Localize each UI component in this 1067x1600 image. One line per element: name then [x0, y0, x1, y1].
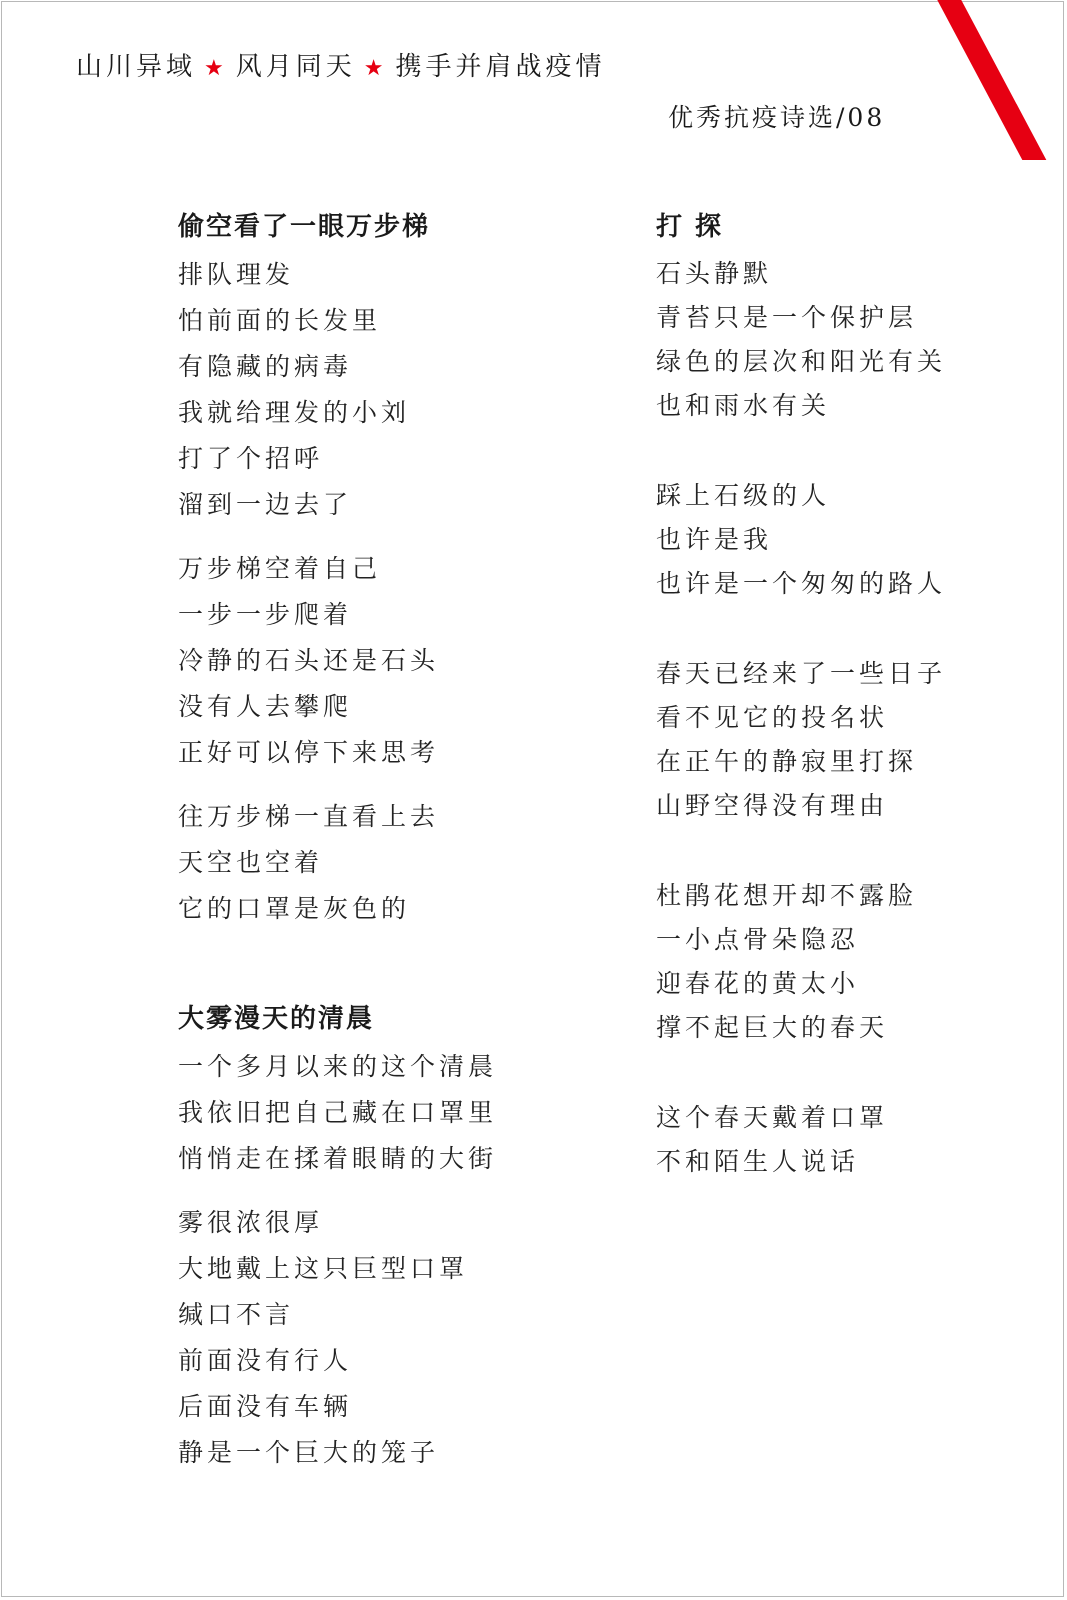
poem-line: 一小点骨朵隐忍 — [656, 925, 860, 954]
poem-line: 溜到一边去了 — [178, 490, 353, 519]
poem — [178, 998, 497, 1476]
poem-line: 悄悄走在揉着眼睛的大街 — [178, 1144, 498, 1173]
poem-line: 我就给理发的小刘 — [178, 398, 411, 427]
header-segment-2: 风月同天 — [235, 52, 356, 82]
poem — [656, 206, 946, 1184]
stanza — [656, 474, 946, 606]
poem-line: 也许是一个匆匆的路人 — [656, 569, 947, 598]
stanza — [178, 794, 497, 932]
right-column — [656, 206, 946, 1184]
star-icon: ★ — [363, 56, 388, 81]
poem — [178, 206, 497, 932]
poem-line: 打了个招呼 — [178, 444, 324, 473]
header-segment-1: 山川异域 — [76, 52, 197, 82]
poem-line: 前面没有行人 — [178, 1346, 353, 1375]
poem-line: 看不见它的投名状 — [656, 703, 889, 732]
left-column — [178, 206, 497, 1476]
stanza — [656, 252, 946, 428]
stanza — [178, 1200, 497, 1476]
stanza — [656, 1096, 946, 1184]
poem-line: 不和陌生人说话 — [656, 1147, 860, 1176]
poem-line: 雾很浓很厚 — [178, 1208, 324, 1237]
poem-line: 石头静默 — [656, 259, 773, 288]
poem-line: 也许是我 — [656, 525, 773, 554]
page-header — [76, 46, 606, 83]
stanza — [178, 252, 497, 528]
poem-line: 春天已经来了一些日子 — [656, 659, 947, 688]
stanza — [178, 1044, 497, 1182]
poem-line: 天空也空着 — [178, 848, 324, 877]
poem-line: 大地戴上这只巨型口罩 — [178, 1254, 469, 1283]
poem-line: 它的口罩是灰色的 — [178, 894, 411, 923]
poem-line: 绿色的层次和阳光有关 — [656, 347, 947, 376]
poem-title: 打 探 — [656, 212, 724, 242]
poem-line: 杜鹃花想开却不露脸 — [656, 881, 918, 910]
poem-line: 在正午的静寂里打探 — [656, 747, 918, 776]
stanza — [178, 546, 497, 776]
poem-title: 偷空看了一眼万步梯 — [178, 212, 431, 242]
poem-line: 怕前面的长发里 — [178, 306, 382, 335]
poem-line: 后面没有车辆 — [178, 1392, 353, 1421]
stanza — [656, 652, 946, 828]
poem-line: 缄口不言 — [178, 1300, 295, 1329]
poem-line: 没有人去攀爬 — [178, 692, 353, 721]
poem-line: 静是一个巨大的笼子 — [178, 1438, 440, 1467]
poem-line: 撑不起巨大的春天 — [656, 1013, 889, 1042]
poem-line: 冷静的石头还是石头 — [178, 646, 440, 675]
poem-line: 排队理发 — [178, 260, 295, 289]
page-subtitle: 优秀抗疫诗选/08 — [668, 103, 886, 132]
poem-line: 一个多月以来的这个清晨 — [178, 1052, 498, 1081]
poem-line: 万步梯空着自己 — [178, 554, 382, 583]
star-icon: ★ — [204, 56, 228, 81]
poem-line: 正好可以停下来思考 — [178, 738, 440, 767]
poem-line: 我依旧把自己藏在口罩里 — [178, 1098, 498, 1127]
poem-line: 这个春天戴着口罩 — [656, 1103, 889, 1132]
header-segment-3: 携手并肩战疫情 — [395, 52, 606, 82]
poem-title: 大雾漫天的清晨 — [178, 1004, 375, 1034]
stanza — [656, 874, 946, 1050]
poem-line: 山野空得没有理由 — [656, 791, 889, 820]
poem-line: 青苔只是一个保护层 — [656, 303, 918, 332]
poem-line: 也和雨水有关 — [656, 391, 831, 420]
poem-line: 迎春花的黄太小 — [656, 969, 860, 998]
poem-line: 踩上石级的人 — [656, 481, 831, 510]
poem-line: 一步一步爬着 — [178, 600, 353, 629]
poem-line: 有隐藏的病毒 — [178, 352, 353, 381]
poem-line: 往万步梯一直看上去 — [178, 802, 440, 831]
